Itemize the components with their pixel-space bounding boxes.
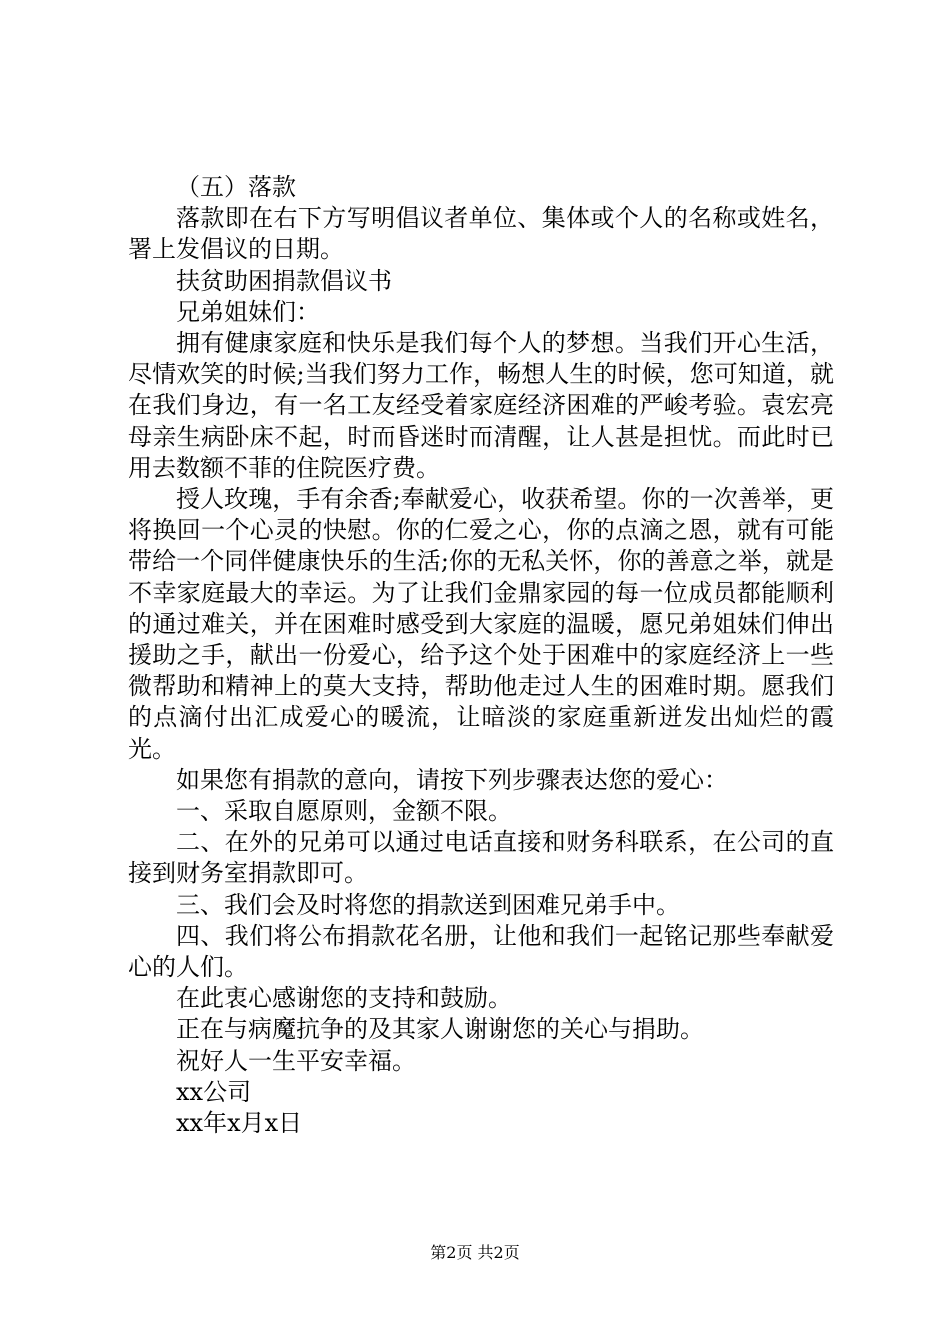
- signature-date: xx年x月x日: [176, 1109, 303, 1138]
- document-body: [128, 172, 834, 1139]
- step-item-2: 二、在外的兄弟可以通过电话直接和财务科联系，在公司的直接到财务室捐款即可。: [128, 828, 834, 888]
- page-footer: [0, 1243, 950, 1263]
- paragraph-luokuan-description: 落款即在右下方写明倡议者单位、集体或个人的名称或姓名，署上发倡议的日期。: [128, 204, 834, 264]
- signature-company: xx公司: [176, 1077, 252, 1106]
- step-item-3: 三、我们会及时将您的捐款送到困难兄弟手中。: [176, 890, 680, 919]
- step-item-1: 一、采取自愿原则，金额不限。: [176, 797, 512, 826]
- step-item-4: 四、我们将公布捐款花名册，让他和我们一起铭记那些奉献爱心的人们。: [128, 921, 834, 982]
- section-heading-luokuan: （五）落款: [176, 173, 296, 201]
- page-number-label: 第2页 共2页: [430, 1243, 520, 1262]
- letter-salutation: 兄弟姐妹们：: [176, 297, 320, 326]
- letter-title: 扶贫助困捐款倡议书: [176, 266, 392, 295]
- paragraph-blessing: 祝好人一生平安幸福。: [176, 1046, 416, 1075]
- paragraph-steps-intro: 如果您有捐款的意向，请按下列步骤表达您的爱心：: [176, 765, 728, 794]
- paragraph-appeal: 授人玫瑰，手有余香;奉献爱心，收获希望。你的一次善举，更将换回一个心灵的快慰。你的仁爱之心，你的点滴之恩，就有可能带给一个同伴健康快乐的生活;你的无私关怀，你的善意之举，就是不幸家庭最大的幸运。为了让我们金鼎家园的每一位成员都能顺利的通过难关，并在困难时感受到大家庭的温暖，愿兄弟姐妹们伸出援助之手，献出一份爱心，给予这个处于困难中的家庭经济上一些微帮助和精神上的莫大支持，帮助他走过人生的困难时期。愿我们的点滴付出汇成爱心的暖流，让暗淡的家庭重新迸发出灿烂的霞光。: [128, 485, 834, 763]
- paragraph-thanks: 在此衷心感谢您的支持和鼓励。: [176, 984, 512, 1013]
- paragraph-family-thanks: 正在与病魔抗争的及其家人谢谢您的关心与捐助。: [176, 1015, 704, 1044]
- paragraph-situation: 拥有健康家庭和快乐是我们每个人的梦想。当我们开心生活，尽情欢笑的时候;当我们努力工作，畅想人生的时候，您可知道，就在我们身边，有一名工友经受着家庭经济困难的严峻考验。袁宏亮母亲生病卧床不起，时而昏迷时而清醒，让人甚是担忧。而此时已用去数额不菲的住院医疗费。: [128, 329, 834, 482]
